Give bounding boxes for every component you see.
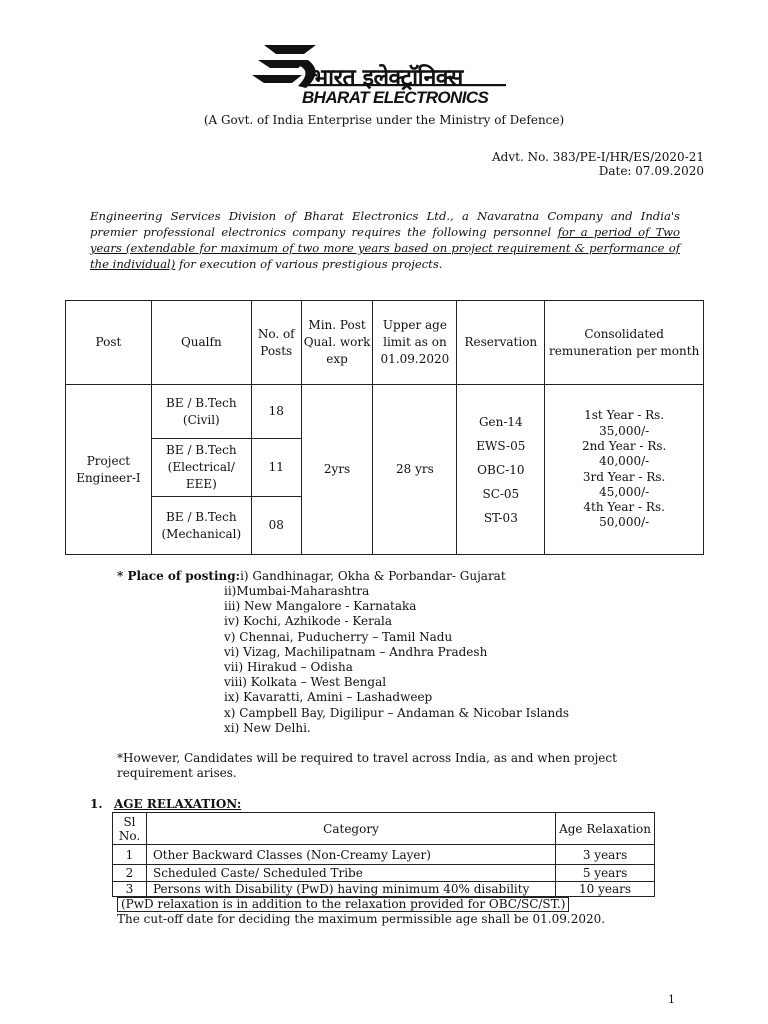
logo-hindi-text: भारत इलेक्ट्रॉनिक्स [312,65,463,91]
advertisement-info [492,150,704,178]
posting-item: iii) New Mangalore - Karnataka [224,599,417,614]
header-upper-age: Upper age limit as on 01.09.2020 [373,301,457,385]
age-relaxation-table [112,812,655,897]
row-category: Other Backward Classes (Non-Creamy Layer) [146,845,555,865]
section-number: 1. [90,797,103,811]
posting-item: i) Gandhinagar, Okha & Porbandar- Gujarat [240,569,506,583]
remuneration-list [545,385,704,555]
posting-item: vii) Hirakud – Odisha [224,660,353,675]
intro-underlined: for a period of Two years (extendable for maximum of two more years based on project requirement & performance of the individual) [90,225,680,271]
travel-note: *However, Candidates will be required to travel across India, as and when project requirement arises. [117,751,617,780]
posting-item: ii)Mumbai-Maharashtra [224,584,370,598]
posting-label: * Place of posting: [117,569,241,583]
header-no-of-posts: No. of Posts [251,301,301,385]
posting-item: xi) New Delhi. [224,720,311,735]
header-qualfn: Qualfn [151,301,251,385]
header-age-relaxation: Age Relaxation [556,813,655,845]
intro-part3: for execution of various prestigious projects. [175,257,443,271]
reservation-sc: SC-05 [482,486,520,501]
post-name: Project Engineer-I [66,385,152,555]
row-sl: 3 [113,882,147,897]
age-relaxation-heading [90,797,241,811]
posting-list [224,584,569,736]
table-row [113,865,655,882]
posting-item: iv) Kochi, Azhikode - Kerala [224,614,393,629]
posting-item: v) Chennai, Puducherry – Tamil Nadu [224,629,453,644]
header-post: Post [66,301,152,385]
row-relaxation: 3 years [556,845,655,865]
row-category: Persons with Disability (PwD) having minimum 40% disability [146,882,555,897]
row-sl: 2 [113,865,147,882]
reservation-ews: EWS-05 [476,438,526,453]
header-sl-no: Sl No. [113,813,147,845]
header-min-exp: Min. Post Qual. work exp [301,301,373,385]
row-sl: 1 [113,845,147,865]
qual-civil: BE / B.Tech (Civil) [151,385,251,439]
place-of-posting [117,569,570,735]
header-category: Category [146,813,555,845]
header-remuneration: Consolidated remuneration per month [545,301,704,385]
section-title: AGE RELAXATION: [114,797,242,811]
remuneration-year2: 2nd Year - Rs. 40,000/- [581,438,667,469]
reservation-st: ST-03 [483,510,518,525]
row-relaxation: 10 years [556,882,655,897]
posts-civil: 18 [251,385,301,439]
remuneration-year1: 1st Year - Rs. 35,000/- [584,408,665,438]
posting-item: vi) Vizag, Machilipatnam – Andhra Pradesh [224,644,488,659]
logo-english-text: BHARAT ELECTRONICS [302,88,489,107]
vacancy-table [65,300,704,555]
row-relaxation: 5 years [556,865,655,882]
intro-part1: Engineering Services Division of Bharat Electronics Ltd., a Navaratna Company and India's premier professional electronics company requires the following personnel [90,209,680,239]
row-category: Scheduled Caste/ Scheduled Tribe [146,865,555,882]
table-row [113,882,655,897]
table-row [113,845,655,865]
posting-item: ix) Kavaratti, Amini – Lashadweep [224,690,433,705]
subtitle: (A Govt. of India Enterprise under the Ministry of Defence) [203,113,565,127]
reservation-obc: OBC-10 [477,462,525,477]
pwd-note: (PwD relaxation is in addition to the relaxation provided for OBC/SC/ST.) [117,897,569,912]
min-exp-value: 2yrs [301,385,373,555]
qual-electrical: BE / B.Tech (Electrical/ EEE) [151,439,251,497]
header-reservation: Reservation [457,301,545,385]
intro-paragraph [90,208,680,272]
advt-number: Advt. No. 383/PE-I/HR/ES/2020-21 [492,150,704,164]
reservation-gen: Gen-14 [478,414,523,429]
remuneration-year4: 4th Year - Rs. 50,000/- [583,500,665,530]
page-number: 1 [668,993,675,1006]
advt-date: Date: 07.09.2020 [598,164,704,178]
qual-mechanical: BE / B.Tech (Mechanical) [151,497,251,555]
posting-item: viii) Kolkata – West Bengal [224,675,387,690]
upper-age-value: 28 yrs [373,385,457,555]
remuneration-year3: 3rd Year - Rs. 45,000/- [582,469,666,499]
posts-mechanical: 08 [251,497,301,555]
cutoff-note: The cut-off date for deciding the maximum permissible age shall be 01.09.2020. [117,912,606,926]
reservation-list [457,385,545,555]
posting-item: x) Campbell Bay, Digilipur – Andaman & Nicobar Islands [224,705,570,720]
posts-electrical: 11 [251,439,301,497]
